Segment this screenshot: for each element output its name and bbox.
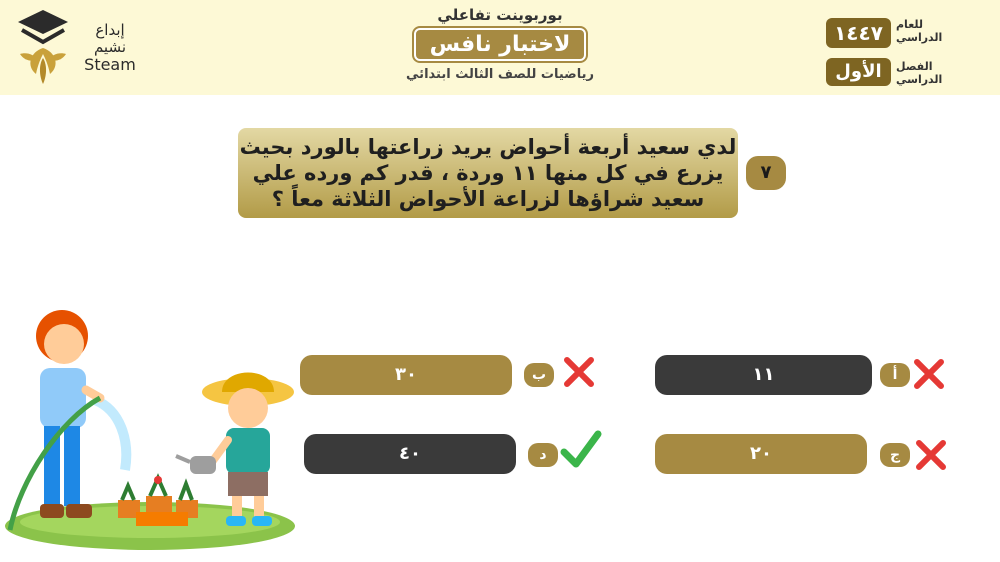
year-value: ١٤٤٧ <box>826 18 891 48</box>
boy-leg-left <box>232 496 242 518</box>
answer-d-letter: د <box>528 443 558 467</box>
answer-a-letter: أ <box>880 363 910 387</box>
watering-can-icon <box>190 456 216 474</box>
wrong-x-icon <box>912 357 946 391</box>
wrong-x-icon <box>562 355 596 389</box>
question-number: ٧ <box>746 156 786 190</box>
logo-line3: Steam <box>84 55 136 74</box>
answer-c-letter: ج <box>880 443 910 467</box>
subtitle-bottom: رياضيات للصف الثالث ابتدائي <box>406 67 594 82</box>
boy-shorts <box>228 472 268 496</box>
logo-line1: إبداع <box>95 21 125 39</box>
boy-shoe-right <box>252 516 272 526</box>
man-leg-right <box>64 426 80 506</box>
answer-a-value: ١١ <box>752 364 775 385</box>
logo <box>8 8 148 86</box>
subtitle-top: بوربوينت تفاعلي <box>437 6 563 24</box>
garden-illustration <box>0 300 310 562</box>
answer-d-button[interactable] <box>304 434 516 474</box>
wrong-x-icon <box>914 438 948 472</box>
question-text: لدي سعيد أربعة أحواض يريد زراعتها بالورد بحيث يزرع في كل منها ١١ وردة ، قدر كم ورده علي سعيد شراؤها لزراعة الأحواض الثلاثة معاً ؟ <box>239 135 737 211</box>
boy-face <box>228 388 268 428</box>
answer-c-button[interactable] <box>655 434 867 474</box>
boy-shoe-left <box>226 516 246 526</box>
title-block <box>380 6 620 82</box>
water-spray <box>95 400 126 470</box>
logo-text <box>80 22 140 73</box>
correct-check-icon <box>560 428 602 470</box>
boy-shirt <box>226 428 270 474</box>
term-label: الفصل الدراسي <box>896 60 943 86</box>
man-shirt <box>40 368 86 428</box>
answer-d-value: ٤٠ <box>399 443 421 464</box>
man-figure <box>10 310 100 530</box>
answer-c-value: ٢٠ <box>750 443 772 464</box>
answer-b-letter: ب <box>524 363 554 387</box>
year-label: للعام الدراسي <box>896 18 943 44</box>
logo-emblem-icon <box>8 8 78 86</box>
answer-b-value: ٣٠ <box>395 364 417 385</box>
term-value: الأول <box>826 58 891 86</box>
logo-line2: نشيم <box>93 38 127 56</box>
answer-b-button[interactable] <box>300 355 512 395</box>
question-box <box>238 128 738 218</box>
main-title: لاختبار نافس <box>414 28 587 61</box>
boy-leg-right <box>254 496 264 518</box>
watering-can-spout <box>176 456 190 462</box>
man-boot-left <box>40 504 64 518</box>
man-boot-right <box>66 504 92 518</box>
header-banner <box>0 0 1000 95</box>
man-face <box>44 324 84 364</box>
answer-a-button[interactable] <box>655 355 872 395</box>
